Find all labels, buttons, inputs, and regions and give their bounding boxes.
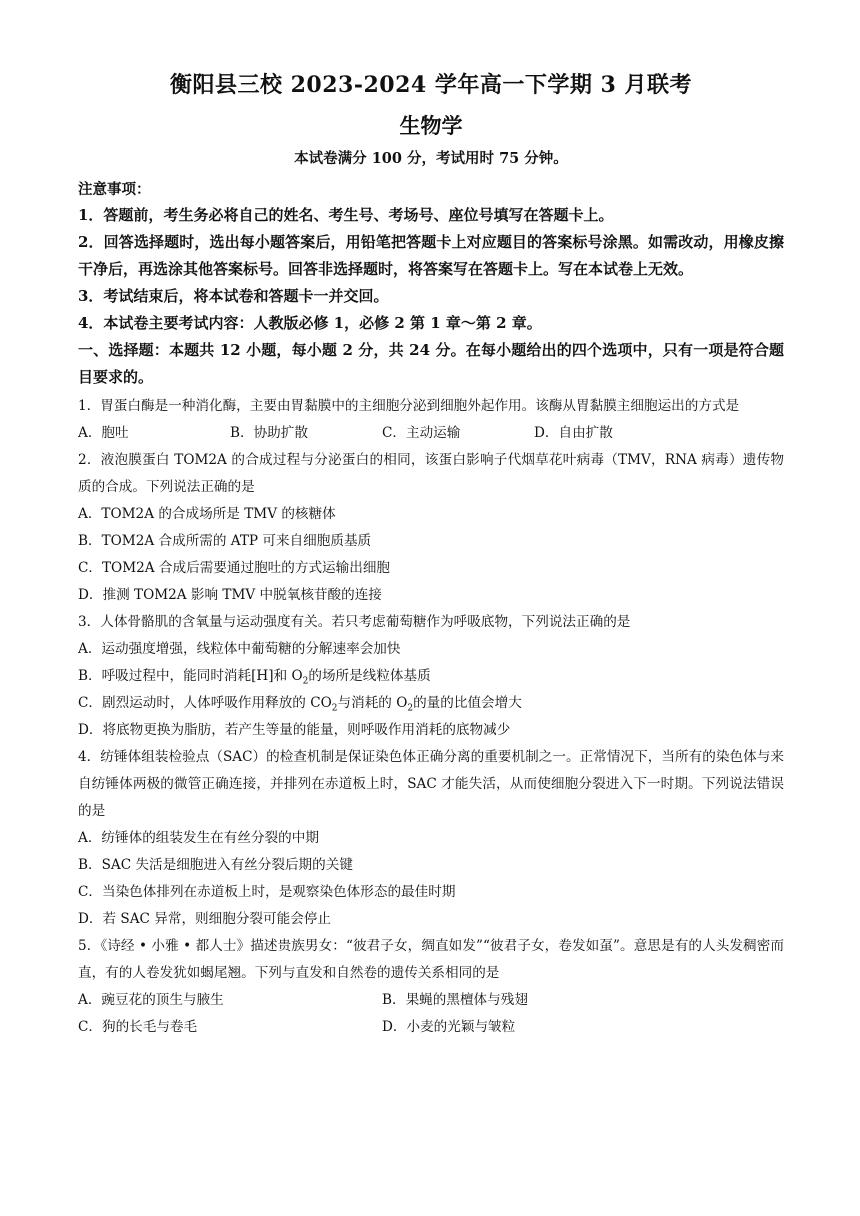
notice-item: 1．答题前，考生务必将自己的姓名、考生号、考场号、座位号填写在答题卡上。 <box>78 206 614 224</box>
subject-title: 生物学 <box>399 113 463 138</box>
subscript: 2 <box>302 676 309 687</box>
option-a: A．纺锤体的组装发生在有丝分裂的中期 <box>78 830 319 846</box>
section-heading: 一、选择题：本题共 12 小题，每小题 2 分，共 24 分。在每小题给出的四个选项中，只有一项是符合题目要求的。 <box>78 341 784 386</box>
question-3-stem: 3．人体骨骼肌的含氧量与运动强度有关。若只考虑葡萄糖作为呼吸底物，下列说法正确的是 <box>78 614 631 630</box>
question-5-options-row-1 <box>78 987 784 1014</box>
notice-item: 4．本试卷主要考试内容：人教版必修 1，必修 2 第 1 章～第 2 章。 <box>78 314 542 332</box>
subscript: 2 <box>407 703 414 714</box>
option-b <box>78 663 784 690</box>
option-d: D．将底物更换为脂肪，若产生等量的能量，则呼吸作用消耗的底物减少 <box>78 722 511 738</box>
option-c: C．当染色体排列在赤道板上时，是观察染色体形态的最佳时期 <box>78 884 456 900</box>
option-c: C．主动运输 <box>382 425 461 441</box>
question-1-stem: 1．胃蛋白酶是一种消化酶，主要由胃黏膜中的主细胞分泌到细胞外起作用。该酶从胃黏膜主细胞运出的方式是 <box>78 398 740 414</box>
question-5-options-row-2 <box>78 1014 784 1041</box>
option-b: B．SAC 失活是细胞进入有丝分裂后期的关键 <box>78 857 353 873</box>
option-d: D．若 SAC 异常，则细胞分裂可能会停止 <box>78 911 331 927</box>
question-1-options <box>78 420 784 447</box>
option-text: B．呼吸过程中，能同时消耗[H]和 O <box>78 668 303 684</box>
question-5-stem: 5．《诗经 • 小雅 • 都人士》描述贵族男女：“彼君子女，绸直如发”“彼君子女，卷发如虿”。意思是有的人头发稠密而直，有的人卷发犹如蝎尾翘。下列与直发和自然卷的遗传关系相同的是 <box>78 938 784 981</box>
option-a: A．豌豆花的顶生与腋生 <box>78 992 224 1008</box>
subscript: 2 <box>331 703 338 714</box>
option-c <box>78 690 784 717</box>
option-d: D．小麦的光颖与皱粒 <box>382 1019 516 1035</box>
exam-title: 衡阳县三校 2023-2024 学年高一下学期 3 月联考 <box>169 72 693 98</box>
option-a: A．TOM2A 的合成场所是 TMV 的核糖体 <box>78 506 336 522</box>
exam-meta: 本试卷满分 100 分，考试用时 75 分钟。 <box>294 150 568 167</box>
notice-item: 2．回答选择题时，选出每小题答案后，用铅笔把答题卡上对应题目的答案标号涂黑。如需改动，用橡皮擦干净后，再选涂其他答案标号。回答非选择题时，将答案写在答题卡上。写在本试卷上无效。 <box>78 233 784 278</box>
option-text: 与消耗的 O <box>337 695 408 711</box>
option-a: A．运动强度增强，线粒体中葡萄糖的分解速率会加快 <box>78 641 401 657</box>
option-c: C．TOM2A 合成后需要通过胞吐的方式运输出细胞 <box>78 560 391 576</box>
notice-item: 3．考试结束后，将本试卷和答题卡一并交回。 <box>78 287 389 305</box>
option-d: D．自由扩散 <box>534 425 613 441</box>
notice-title: 注意事项： <box>78 181 151 198</box>
option-b: B．果蝇的黑檀体与残翅 <box>382 992 528 1008</box>
option-b: B．TOM2A 合成所需的 ATP 可来自细胞质基质 <box>78 533 372 549</box>
exam-page <box>78 70 784 1041</box>
option-a: A．胞吐 <box>78 425 129 441</box>
option-text: 的场所是线粒体基质 <box>308 668 431 684</box>
question-2-stem: 2．液泡膜蛋白 TOM2A 的合成过程与分泌蛋白的相同，该蛋白影响子代烟草花叶病毒（TMV，RNA 病毒）遗传物质的合成。下列说法正确的是 <box>78 452 784 495</box>
option-text: 的量的比值会增大 <box>413 695 522 711</box>
option-b: B．协助扩散 <box>230 425 308 441</box>
question-4-stem: 4．纺锤体组装检验点（SAC）的检查机制是保证染色体正确分离的重要机制之一。正常情况下，当所有的染色体与来自纺锤体两极的微管正确连接，并排列在赤道板上时，SAC 才能失活，从而使细胞分裂进入下一时期。下列说法错误的是 <box>78 749 784 819</box>
option-text: C．剧烈运动时，人体呼吸作用释放的 CO <box>78 695 332 711</box>
option-d: D．推测 TOM2A 影响 TMV 中脱氧核苷酸的连接 <box>78 587 382 603</box>
option-c: C．狗的长毛与卷毛 <box>78 1019 198 1035</box>
